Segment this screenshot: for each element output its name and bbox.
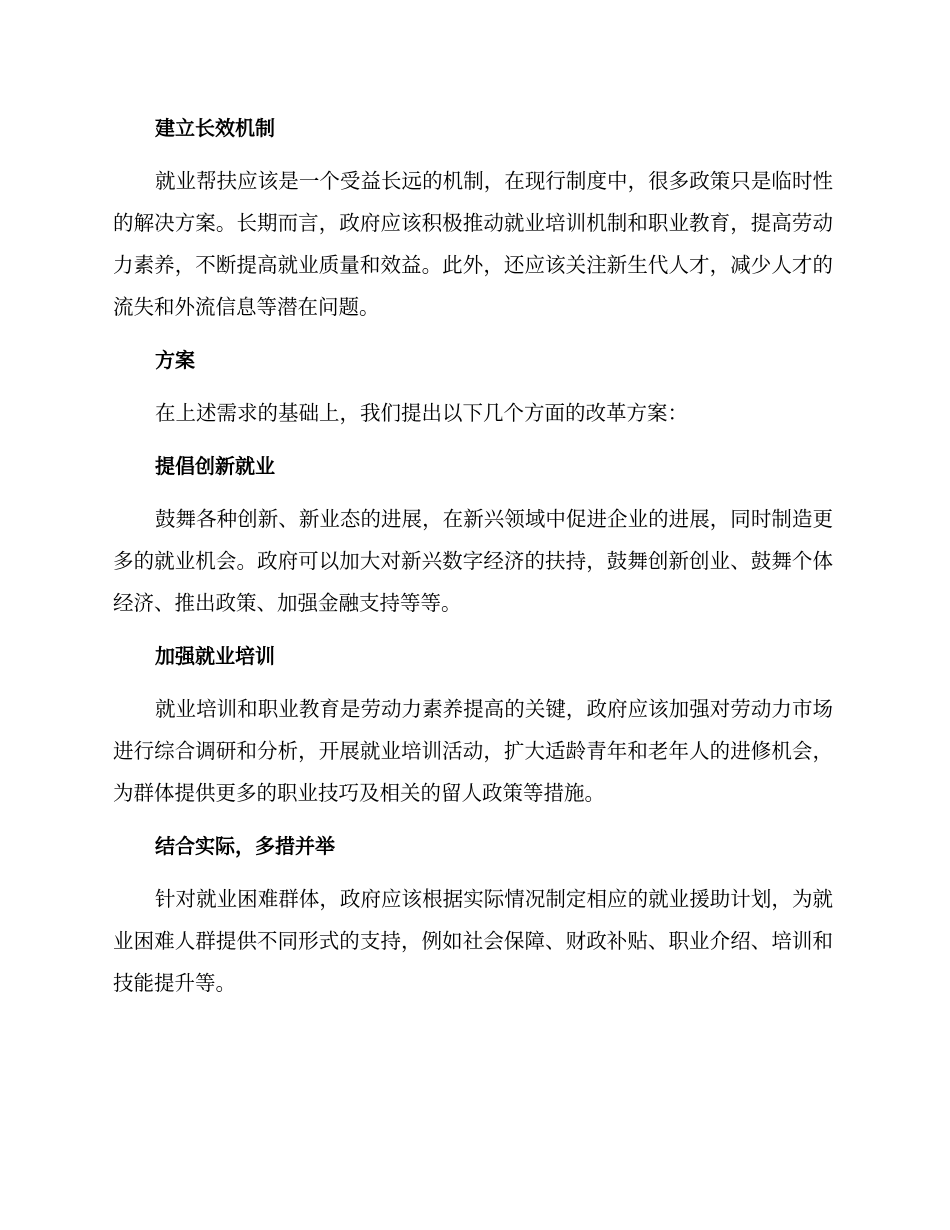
document-page [113, 108, 833, 1016]
section-heading: 建立长效机制 [155, 116, 275, 140]
section-paragraph: 就业帮扶应该是一个受益长远的机制，在现行制度中，很多政策只是临时性的解决方案。长期而言，政府应该积极推动就业培训机制和职业教育，提高劳动力素养，不断提高就业质量和效益。此外，还应该关注新生代人才，减少人才的流失和外流信息等潜在问题。 [113, 169, 833, 319]
section-heading: 加强就业培训 [155, 644, 275, 668]
section-multiple-measures [113, 826, 833, 1004]
section-plan [113, 340, 833, 434]
section-heading: 提倡创新就业 [155, 454, 275, 478]
section-innovation-employment [113, 446, 833, 624]
section-paragraph: 针对就业困难群体，政府应该根据实际情况制定相应的就业援助计划，为就业困难人群提供不同形式的支持，例如社会保障、财政补贴、职业介绍、培训和技能提升等。 [113, 887, 833, 995]
section-long-term-mechanism [113, 108, 833, 328]
section-paragraph: 就业培训和职业教育是劳动力素养提高的关键，政府应该加强对劳动力市场进行综合调研和分析，开展就业培训活动，扩大适龄青年和老年人的进修机会，为群体提供更多的职业技巧及相关的留人政策等措施。 [113, 697, 833, 805]
section-paragraph: 在上述需求的基础上，我们提出以下几个方面的改革方案： [155, 401, 688, 425]
section-paragraph: 鼓舞各种创新、新业态的进展，在新兴领域中促进企业的进展，同时制造更多的就业机会。政府可以加大对新兴数字经济的扶持，鼓舞创新创业、鼓舞个体经济、推出政策、加强金融支持等等。 [113, 507, 833, 615]
section-heading: 结合实际，多措并举 [155, 834, 335, 858]
section-heading: 方案 [155, 348, 195, 372]
section-employment-training [113, 636, 833, 814]
